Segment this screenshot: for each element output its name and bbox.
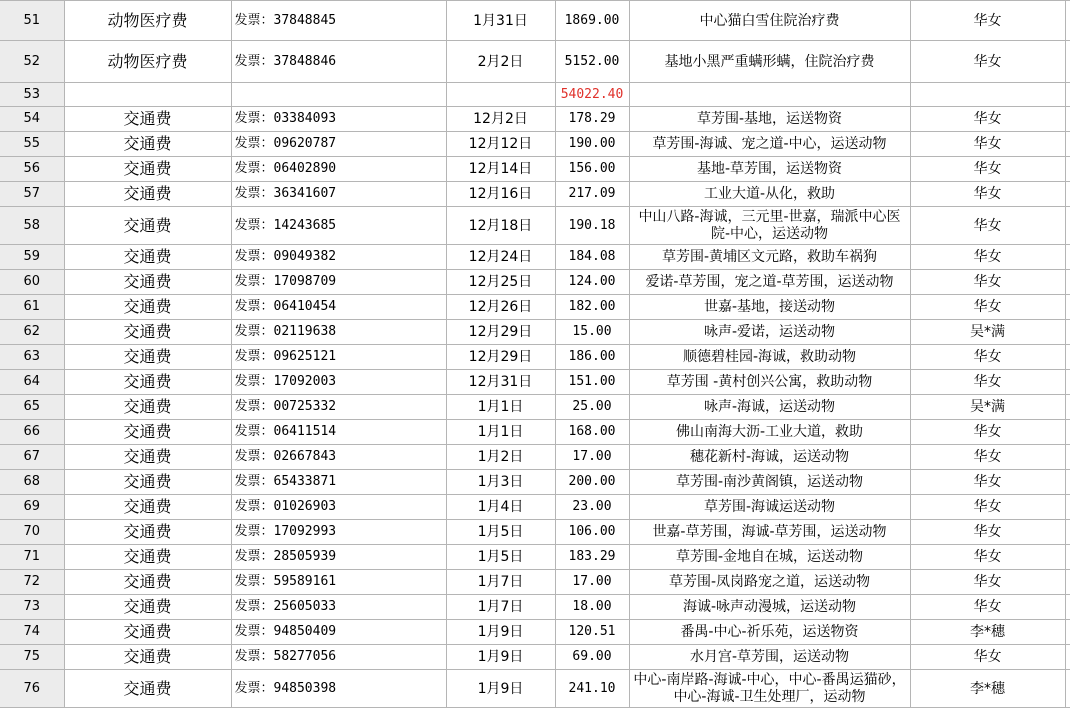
description-cell[interactable]: 草芳围-海诚、宠之道-中心，运送动物 — [629, 132, 910, 157]
invoice-cell[interactable]: 发票：14243685 — [231, 207, 446, 245]
description-cell[interactable]: 工业大道-从化，救助 — [629, 182, 910, 207]
row-number-cell: 68 — [0, 470, 64, 495]
date-cell[interactable]: 12月16日 — [446, 182, 555, 207]
table-row — [0, 645, 1070, 670]
person-cell[interactable]: 华女 — [910, 570, 1065, 595]
table-row — [0, 470, 1070, 495]
category-cell[interactable]: 交通费 — [64, 395, 231, 420]
row-number-cell: 51 — [0, 1, 64, 41]
amount-cell[interactable]: 17.00 — [555, 445, 629, 470]
description-cell[interactable]: 咏声-爱诺，运送动物 — [629, 320, 910, 345]
amount-cell[interactable]: 156.00 — [555, 157, 629, 182]
description-cell[interactable]: 顺德碧桂园-海诚，救助动物 — [629, 345, 910, 370]
description-cell[interactable]: 中山八路-海诚，三元里-世嘉，瑞派中心医院-中心，运送动物 — [629, 207, 910, 245]
description-cell[interactable] — [629, 83, 910, 107]
empty-cell[interactable] — [1065, 395, 1070, 420]
category-cell[interactable]: 交通费 — [64, 182, 231, 207]
description-cell[interactable]: 草芳围-基地，运送物资 — [629, 107, 910, 132]
description-cell[interactable]: 爱诺-草芳围，宠之道-草芳围，运送动物 — [629, 270, 910, 295]
amount-cell[interactable]: 23.00 — [555, 495, 629, 520]
description-cell[interactable]: 草芳围-金地自在城，运送动物 — [629, 545, 910, 570]
description-cell[interactable]: 草芳围-海诚运送动物 — [629, 495, 910, 520]
amount-cell[interactable]: 190.18 — [555, 207, 629, 245]
category-cell[interactable]: 交通费 — [64, 107, 231, 132]
invoice-cell[interactable]: 发票：58277056 — [231, 645, 446, 670]
empty-cell[interactable] — [1065, 1, 1070, 41]
person-cell[interactable]: 华女 — [910, 1, 1065, 41]
category-cell[interactable]: 交通费 — [64, 270, 231, 295]
invoice-cell[interactable]: 发票：09049382 — [231, 245, 446, 270]
invoice-cell[interactable]: 发票：65433871 — [231, 470, 446, 495]
invoice-cell[interactable]: 发票：09625121 — [231, 345, 446, 370]
empty-cell[interactable] — [1065, 107, 1070, 132]
invoice-cell[interactable]: 发票：25605033 — [231, 595, 446, 620]
empty-cell[interactable] — [1065, 570, 1070, 595]
table-body — [0, 1, 1070, 708]
date-cell[interactable]: 1月9日 — [446, 670, 555, 708]
amount-cell[interactable]: 15.00 — [555, 320, 629, 345]
invoice-cell[interactable]: 发票：02119638 — [231, 320, 446, 345]
date-cell[interactable]: 1月4日 — [446, 495, 555, 520]
category-cell[interactable]: 交通费 — [64, 157, 231, 182]
person-cell[interactable]: 吴*满 — [910, 320, 1065, 345]
invoice-cell[interactable]: 发票：06410454 — [231, 295, 446, 320]
date-cell[interactable]: 12月26日 — [446, 295, 555, 320]
table-row — [0, 620, 1070, 645]
table-row — [0, 345, 1070, 370]
row-number-cell: 64 — [0, 370, 64, 395]
row-number-cell: 62 — [0, 320, 64, 345]
empty-cell[interactable] — [1065, 132, 1070, 157]
invoice-cell[interactable]: 发票：17098709 — [231, 270, 446, 295]
person-cell[interactable]: 华女 — [910, 370, 1065, 395]
person-cell[interactable]: 李*穗 — [910, 620, 1065, 645]
empty-cell[interactable] — [1065, 545, 1070, 570]
category-cell[interactable]: 交通费 — [64, 670, 231, 708]
table-row — [0, 670, 1070, 708]
invoice-cell[interactable]: 发票：06402890 — [231, 157, 446, 182]
date-cell[interactable]: 12月2日 — [446, 107, 555, 132]
category-cell[interactable]: 交通费 — [64, 620, 231, 645]
table-row — [0, 132, 1070, 157]
category-cell[interactable]: 交通费 — [64, 520, 231, 545]
row-number-cell: 69 — [0, 495, 64, 520]
date-cell[interactable]: 1月7日 — [446, 570, 555, 595]
amount-cell[interactable]: 106.00 — [555, 520, 629, 545]
table-row — [0, 495, 1070, 520]
empty-cell[interactable] — [1065, 157, 1070, 182]
category-cell[interactable]: 交通费 — [64, 207, 231, 245]
date-cell[interactable]: 1月3日 — [446, 470, 555, 495]
empty-cell[interactable] — [1065, 670, 1070, 708]
empty-cell[interactable] — [1065, 495, 1070, 520]
table-row — [0, 245, 1070, 270]
description-cell[interactable]: 水月宫-草芳围，运送动物 — [629, 645, 910, 670]
person-cell[interactable]: 华女 — [910, 270, 1065, 295]
table-row — [0, 182, 1070, 207]
person-cell[interactable]: 华女 — [910, 420, 1065, 445]
date-cell[interactable]: 12月29日 — [446, 345, 555, 370]
table-row — [0, 570, 1070, 595]
table-row — [0, 41, 1070, 83]
row-number-cell: 63 — [0, 345, 64, 370]
row-number-cell: 53 — [0, 83, 64, 107]
description-cell[interactable]: 基地小黑严重螨形螨，住院治疗费 — [629, 41, 910, 83]
person-cell[interactable]: 李*穗 — [910, 670, 1065, 708]
person-cell[interactable] — [910, 83, 1065, 107]
amount-cell[interactable]: 183.29 — [555, 545, 629, 570]
date-cell[interactable]: 12月25日 — [446, 270, 555, 295]
table-row — [0, 107, 1070, 132]
person-cell[interactable]: 华女 — [910, 545, 1065, 570]
invoice-cell[interactable]: 发票：59589161 — [231, 570, 446, 595]
total-amount-cell[interactable]: 54022.40 — [555, 83, 629, 107]
invoice-cell[interactable]: 发票：37848845 — [231, 1, 446, 41]
description-cell[interactable]: 中心猫白雪住院治疗费 — [629, 1, 910, 41]
row-number-cell: 55 — [0, 132, 64, 157]
description-cell[interactable]: 世嘉-草芳围，海诚-草芳围，运送动物 — [629, 520, 910, 545]
date-cell[interactable]: 12月24日 — [446, 245, 555, 270]
row-number-cell: 52 — [0, 41, 64, 83]
row-number-cell: 57 — [0, 182, 64, 207]
table-row — [0, 1, 1070, 41]
amount-cell[interactable]: 217.09 — [555, 182, 629, 207]
category-cell[interactable]: 交通费 — [64, 470, 231, 495]
row-number-cell: 60 — [0, 270, 64, 295]
amount-cell[interactable]: 178.29 — [555, 107, 629, 132]
description-cell[interactable]: 草芳围-黄埔区文元路，救助车祸狗 — [629, 245, 910, 270]
date-cell[interactable]: 1月5日 — [446, 520, 555, 545]
category-cell[interactable]: 交通费 — [64, 295, 231, 320]
amount-cell[interactable]: 17.00 — [555, 570, 629, 595]
person-cell[interactable]: 华女 — [910, 295, 1065, 320]
date-cell[interactable]: 12月29日 — [446, 320, 555, 345]
person-cell[interactable]: 华女 — [910, 207, 1065, 245]
amount-cell[interactable]: 200.00 — [555, 470, 629, 495]
row-number-cell: 71 — [0, 545, 64, 570]
row-number-cell: 70 — [0, 520, 64, 545]
category-cell[interactable]: 交通费 — [64, 245, 231, 270]
category-cell[interactable]: 交通费 — [64, 495, 231, 520]
person-cell[interactable]: 华女 — [910, 245, 1065, 270]
amount-cell[interactable]: 18.00 — [555, 595, 629, 620]
row-number-cell: 67 — [0, 445, 64, 470]
category-cell[interactable]: 交通费 — [64, 595, 231, 620]
date-cell[interactable]: 1月9日 — [446, 620, 555, 645]
empty-cell[interactable] — [1065, 520, 1070, 545]
row-number-cell: 74 — [0, 620, 64, 645]
empty-cell[interactable] — [1065, 470, 1070, 495]
person-cell[interactable]: 华女 — [910, 345, 1065, 370]
date-cell[interactable]: 1月9日 — [446, 645, 555, 670]
invoice-cell[interactable]: 发票：37848846 — [231, 41, 446, 83]
description-cell[interactable]: 草芳围-凤岗路宠之道，运送动物 — [629, 570, 910, 595]
person-cell[interactable]: 华女 — [910, 595, 1065, 620]
category-cell[interactable]: 交通费 — [64, 420, 231, 445]
empty-cell[interactable] — [1065, 445, 1070, 470]
person-cell[interactable]: 华女 — [910, 182, 1065, 207]
invoice-cell[interactable]: 发票：09620787 — [231, 132, 446, 157]
row-number-cell: 56 — [0, 157, 64, 182]
invoice-cell[interactable]: 发票：06411514 — [231, 420, 446, 445]
empty-cell[interactable] — [1065, 645, 1070, 670]
category-cell[interactable]: 交通费 — [64, 370, 231, 395]
date-cell[interactable]: 12月18日 — [446, 207, 555, 245]
table-row — [0, 595, 1070, 620]
row-number-cell: 66 — [0, 420, 64, 445]
table-row — [0, 420, 1070, 445]
amount-cell[interactable]: 25.00 — [555, 395, 629, 420]
table-row — [0, 545, 1070, 570]
invoice-cell[interactable]: 发票：94850398 — [231, 670, 446, 708]
invoice-cell[interactable]: 发票：36341607 — [231, 182, 446, 207]
row-number-cell: 75 — [0, 645, 64, 670]
empty-cell[interactable] — [1065, 83, 1070, 107]
person-cell[interactable]: 华女 — [910, 157, 1065, 182]
empty-cell[interactable] — [1065, 320, 1070, 345]
date-cell[interactable]: 2月2日 — [446, 41, 555, 83]
category-cell[interactable] — [64, 83, 231, 107]
person-cell[interactable]: 华女 — [910, 107, 1065, 132]
empty-cell[interactable] — [1065, 620, 1070, 645]
person-cell[interactable]: 华女 — [910, 645, 1065, 670]
description-cell[interactable]: 海诚-咏声动漫城，运送动物 — [629, 595, 910, 620]
category-cell[interactable]: 动物医疗费 — [64, 1, 231, 41]
table-row — [0, 320, 1070, 345]
empty-cell[interactable] — [1065, 295, 1070, 320]
date-cell[interactable]: 12月14日 — [446, 157, 555, 182]
row-number-cell: 65 — [0, 395, 64, 420]
date-cell[interactable]: 1月5日 — [446, 545, 555, 570]
person-cell[interactable]: 华女 — [910, 132, 1065, 157]
category-cell[interactable]: 交通费 — [64, 320, 231, 345]
table-row — [0, 520, 1070, 545]
row-number-cell: 58 — [0, 207, 64, 245]
row-number-cell: 54 — [0, 107, 64, 132]
amount-cell[interactable]: 168.00 — [555, 420, 629, 445]
table-row — [0, 157, 1070, 182]
table-row — [0, 83, 1070, 107]
category-cell[interactable]: 交通费 — [64, 545, 231, 570]
amount-cell[interactable]: 120.51 — [555, 620, 629, 645]
table-row — [0, 207, 1070, 245]
invoice-cell[interactable]: 发票：28505939 — [231, 545, 446, 570]
description-cell[interactable]: 世嘉-基地，接送动物 — [629, 295, 910, 320]
amount-cell[interactable]: 184.08 — [555, 245, 629, 270]
invoice-cell[interactable]: 发票：00725332 — [231, 395, 446, 420]
invoice-cell[interactable]: 发票：02667843 — [231, 445, 446, 470]
invoice-cell[interactable]: 发票：03384093 — [231, 107, 446, 132]
person-cell[interactable]: 华女 — [910, 495, 1065, 520]
row-number-cell: 59 — [0, 245, 64, 270]
row-number-cell: 72 — [0, 570, 64, 595]
row-number-cell: 76 — [0, 670, 64, 708]
row-number-cell: 61 — [0, 295, 64, 320]
empty-cell[interactable] — [1065, 207, 1070, 245]
description-cell[interactable]: 佛山南海大沥-工业大道，救助 — [629, 420, 910, 445]
table-row — [0, 270, 1070, 295]
category-cell[interactable]: 交通费 — [64, 445, 231, 470]
category-cell[interactable]: 动物医疗费 — [64, 41, 231, 83]
amount-cell[interactable]: 5152.00 — [555, 41, 629, 83]
category-cell[interactable]: 交通费 — [64, 132, 231, 157]
date-cell[interactable]: 1月1日 — [446, 395, 555, 420]
table-row — [0, 295, 1070, 320]
amount-cell[interactable]: 151.00 — [555, 370, 629, 395]
description-cell[interactable]: 咏声-海诚，运送动物 — [629, 395, 910, 420]
person-cell[interactable]: 吴*满 — [910, 395, 1065, 420]
amount-cell[interactable]: 1869.00 — [555, 1, 629, 41]
description-cell[interactable]: 穗花新村-海诚，运送动物 — [629, 445, 910, 470]
date-cell[interactable]: 1月7日 — [446, 595, 555, 620]
invoice-cell[interactable]: 发票：17092993 — [231, 520, 446, 545]
description-cell[interactable]: 番禺-中心-祈乐苑，运送物资 — [629, 620, 910, 645]
person-cell[interactable]: 华女 — [910, 470, 1065, 495]
category-cell[interactable]: 交通费 — [64, 345, 231, 370]
invoice-cell[interactable]: 发票：01026903 — [231, 495, 446, 520]
category-cell[interactable]: 交通费 — [64, 570, 231, 595]
amount-cell[interactable]: 124.00 — [555, 270, 629, 295]
date-cell[interactable]: 12月31日 — [446, 370, 555, 395]
description-cell[interactable]: 中心-南岸路-海诚-中心，中心-番禺运猫砂，中心-海诚-卫生处理厂，运动物 — [629, 670, 910, 708]
invoice-cell[interactable]: 发票：94850409 — [231, 620, 446, 645]
amount-cell[interactable]: 186.00 — [555, 345, 629, 370]
amount-cell[interactable]: 69.00 — [555, 645, 629, 670]
person-cell[interactable]: 华女 — [910, 520, 1065, 545]
invoice-cell[interactable] — [231, 83, 446, 107]
empty-cell[interactable] — [1065, 370, 1070, 395]
empty-cell[interactable] — [1065, 595, 1070, 620]
empty-cell[interactable] — [1065, 182, 1070, 207]
description-cell[interactable]: 草芳围 -黄村创兴公寓，救助动物 — [629, 370, 910, 395]
empty-cell[interactable] — [1065, 345, 1070, 370]
amount-cell[interactable]: 190.00 — [555, 132, 629, 157]
amount-cell[interactable]: 182.00 — [555, 295, 629, 320]
date-cell[interactable]: 1月2日 — [446, 445, 555, 470]
description-cell[interactable]: 草芳围-南沙黄阁镇，运送动物 — [629, 470, 910, 495]
invoice-cell[interactable]: 发票：17092003 — [231, 370, 446, 395]
date-cell[interactable]: 1月1日 — [446, 420, 555, 445]
empty-cell[interactable] — [1065, 270, 1070, 295]
table-row — [0, 370, 1070, 395]
empty-cell[interactable] — [1065, 245, 1070, 270]
table-row — [0, 395, 1070, 420]
description-cell[interactable]: 基地-草芳围，运送物资 — [629, 157, 910, 182]
amount-cell[interactable]: 241.10 — [555, 670, 629, 708]
row-number-cell: 73 — [0, 595, 64, 620]
date-cell[interactable]: 12月12日 — [446, 132, 555, 157]
person-cell[interactable]: 华女 — [910, 41, 1065, 83]
date-cell[interactable] — [446, 83, 555, 107]
table-row — [0, 445, 1070, 470]
empty-cell[interactable] — [1065, 41, 1070, 83]
date-cell[interactable]: 1月31日 — [446, 1, 555, 41]
empty-cell[interactable] — [1065, 420, 1070, 445]
category-cell[interactable]: 交通费 — [64, 645, 231, 670]
person-cell[interactable]: 华女 — [910, 445, 1065, 470]
